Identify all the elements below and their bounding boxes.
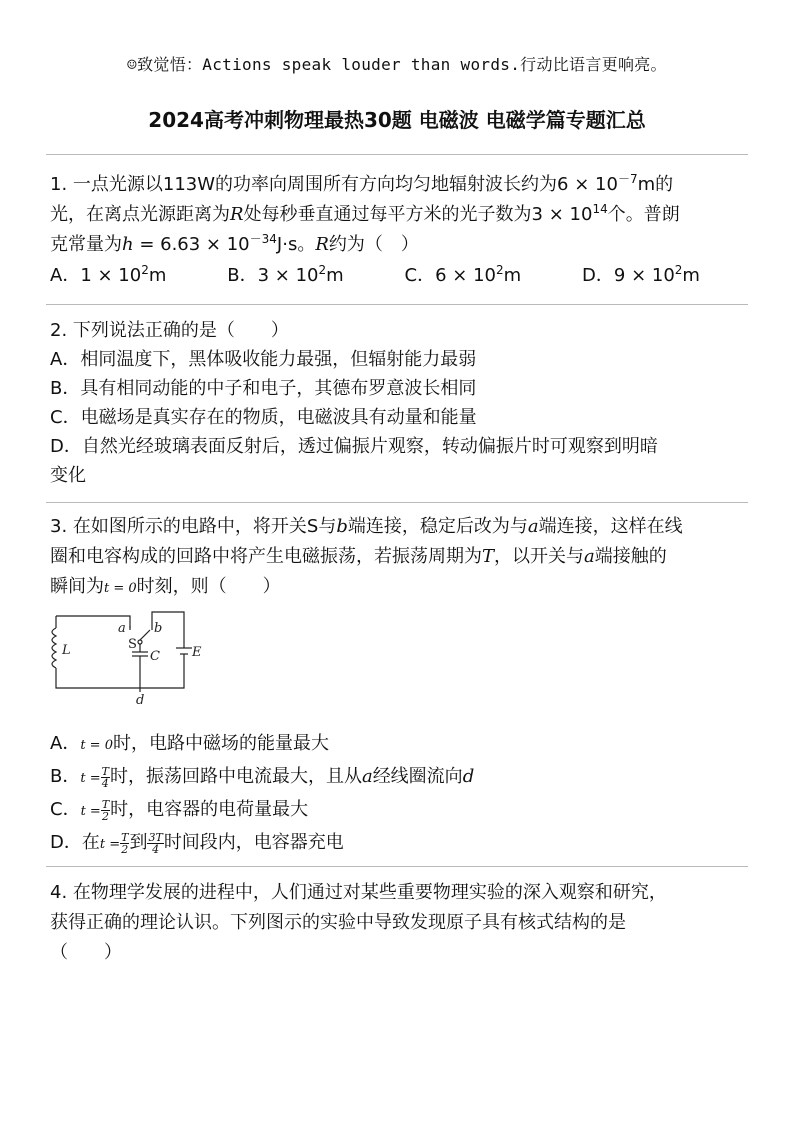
q1-option-b[interactable] xyxy=(227,260,343,291)
label-capacitor: C xyxy=(150,649,160,664)
option-exponent: 2 xyxy=(141,263,149,277)
fraction-denominator: 4 xyxy=(101,776,109,790)
option-text: A．1 × 10 xyxy=(50,265,142,286)
fraction-denominator: 2 xyxy=(121,842,129,856)
q2-option-c[interactable]: C．电磁场是真实存在的物质，电磁波具有动量和能量 xyxy=(50,407,477,428)
option-text: 经线圈流向 xyxy=(372,766,463,787)
option-math: t = 0 xyxy=(80,738,113,753)
q3-stem-line1 xyxy=(50,512,740,542)
q3-text: 端连接，稳定后改为与 xyxy=(347,516,528,537)
q1-stem-line2 xyxy=(50,200,740,230)
q1-text: 1. 一点光源以113W的功率向周围所有方向均匀地辐射波长约为6 × 10 xyxy=(50,174,618,195)
q3-variable: T xyxy=(482,546,495,567)
option-text: B．3 × 10 xyxy=(227,265,319,286)
question-2 xyxy=(50,316,740,490)
fraction-t-over-4 xyxy=(101,766,110,789)
motto-line: ☺致觉悟：Actions speak louder than words.行动比语言更响亮。 xyxy=(127,55,667,74)
q3-option-b[interactable] xyxy=(50,761,740,794)
fraction-numerator: 3T xyxy=(148,830,163,844)
option-unit: m xyxy=(326,265,344,286)
q4-stem-line3: （ ） xyxy=(50,942,122,963)
q1-option-d[interactable] xyxy=(582,260,700,291)
option-math: t = xyxy=(80,771,101,786)
q3-variable: a xyxy=(584,546,595,567)
lc-circuit-diagram xyxy=(44,608,224,708)
label-battery: E xyxy=(192,645,202,660)
option-text: 到 xyxy=(129,832,148,853)
q1-stem-line1 xyxy=(50,170,740,200)
option-prefix: C． xyxy=(50,799,81,820)
q3-option-c[interactable] xyxy=(50,794,740,827)
q1-text: 约为（ ） xyxy=(328,234,419,255)
q1-exponent: －7 xyxy=(617,172,638,186)
divider xyxy=(46,502,748,503)
option-unit: m xyxy=(148,265,167,286)
option-unit: m xyxy=(682,265,700,286)
q1-text: m的 xyxy=(637,174,674,195)
q1-options xyxy=(50,260,700,291)
option-text: C．6 × 10 xyxy=(404,265,496,286)
q1-option-a[interactable] xyxy=(50,260,166,291)
q1-exponent: 14 xyxy=(592,202,608,216)
q3-variable: b xyxy=(336,516,348,537)
q1-option-c[interactable] xyxy=(405,260,522,291)
q2-option-d[interactable]: D．自然光经玻璃表面反射后，透过偏振片观察，转动偏振片时可观察到明暗 xyxy=(50,436,658,457)
q1-text: 个。普朗 xyxy=(607,204,680,225)
label-a: a xyxy=(118,621,126,636)
q3-stem-line2 xyxy=(50,542,740,572)
option-prefix: B． xyxy=(50,766,81,787)
inductor-coil xyxy=(52,628,56,668)
option-unit: m xyxy=(503,265,522,286)
question-3 xyxy=(50,512,740,604)
option-math: t = xyxy=(99,837,121,852)
option-text: D．9 × 10 xyxy=(582,265,675,286)
option-text: 时，电路中磁场的能量最大 xyxy=(112,733,329,754)
option-prefix: A． xyxy=(50,733,81,754)
option-exponent: 2 xyxy=(674,263,683,277)
q3-text: 3. 在如图所示的电路中，将开关S与 xyxy=(50,516,337,537)
q4-stem-line1: 4. 在物理学发展的进程中，人们通过对某些重要物理实验的深入观察和研究， xyxy=(50,882,667,903)
q3-text: 时刻，则（ ） xyxy=(136,576,281,597)
q1-variable: R xyxy=(230,204,244,225)
option-text: 时，电容器的电荷量最大 xyxy=(110,799,309,820)
label-b: b xyxy=(154,621,163,636)
q4-stem-line2: 获得正确的理论认识。下列图示的实验中导致发现原子具有核式结构的是 xyxy=(50,912,626,933)
q3-text: 圈和电容构成的回路中将产生电磁振荡，若振荡周期为 xyxy=(50,546,482,567)
fraction-numerator: T xyxy=(121,830,129,844)
q3-stem-line3 xyxy=(50,572,740,604)
q2-option-d-continued: 变化 xyxy=(50,465,86,486)
label-switch: S xyxy=(128,637,137,652)
divider xyxy=(46,154,748,155)
fraction-t-over-2 xyxy=(101,799,110,822)
q1-text: = 6.63 × 10 xyxy=(133,234,250,255)
option-text: 时，振荡回路中电流最大，且从 xyxy=(109,766,362,787)
label-inductor: L xyxy=(62,643,71,658)
question-1 xyxy=(50,170,740,291)
page-title: 2024高考冲刺物理最热30题 电磁波 电磁学篇专题汇总 xyxy=(148,108,646,132)
q1-text: 处每秒垂直通过每平方米的光子数为3 × 10 xyxy=(243,204,593,225)
option-math: t = xyxy=(80,804,101,819)
fraction-denominator: 2 xyxy=(102,809,109,823)
q3-text: ，以开关与 xyxy=(494,546,585,567)
q2-option-a[interactable]: A．相同温度下，黑体吸收能力最强，但辐射能力最弱 xyxy=(50,349,477,370)
q1-variable: h xyxy=(122,234,134,255)
option-exponent: 2 xyxy=(495,263,504,277)
q3-text: 瞬间为 xyxy=(50,576,104,597)
option-variable: d xyxy=(462,766,475,787)
q3-option-d[interactable] xyxy=(50,827,740,860)
q3-options xyxy=(50,728,740,860)
fraction-numerator: T xyxy=(101,764,109,778)
q1-text: 光，在离点光源距离为 xyxy=(50,204,230,225)
switch-pivot xyxy=(138,640,142,644)
option-exponent: 2 xyxy=(318,263,327,277)
option-text: 时间段内，电容器充电 xyxy=(163,832,344,853)
q3-text: 端连接，这样在线 xyxy=(538,516,683,537)
divider xyxy=(46,866,748,867)
q2-option-b[interactable]: B．具有相同动能的中子和电子，其德布罗意波长相同 xyxy=(50,378,477,399)
label-d: d xyxy=(136,693,145,708)
q3-math: t = 0 xyxy=(104,581,137,596)
q1-text: 克常量为 xyxy=(50,234,122,255)
q1-text: J·s。 xyxy=(276,234,316,255)
q3-variable: a xyxy=(527,516,539,537)
fraction-3t-over-4 xyxy=(147,832,163,855)
divider xyxy=(46,304,748,305)
fraction-numerator: T xyxy=(101,797,110,811)
fraction-denominator: 4 xyxy=(152,842,160,856)
q1-variable: R xyxy=(315,234,329,255)
option-variable: a xyxy=(361,766,373,787)
option-prefix: D．在 xyxy=(50,832,100,853)
q3-option-a[interactable] xyxy=(50,728,740,761)
q3-text: 端接触的 xyxy=(594,546,667,567)
question-4 xyxy=(50,878,740,968)
q2-stem: 2. 下列说法正确的是（ ） xyxy=(50,320,289,341)
q1-exponent: －34 xyxy=(249,232,277,246)
switch-blade xyxy=(140,630,150,640)
q1-stem-line3 xyxy=(50,230,740,260)
circuit-wire xyxy=(56,666,184,688)
